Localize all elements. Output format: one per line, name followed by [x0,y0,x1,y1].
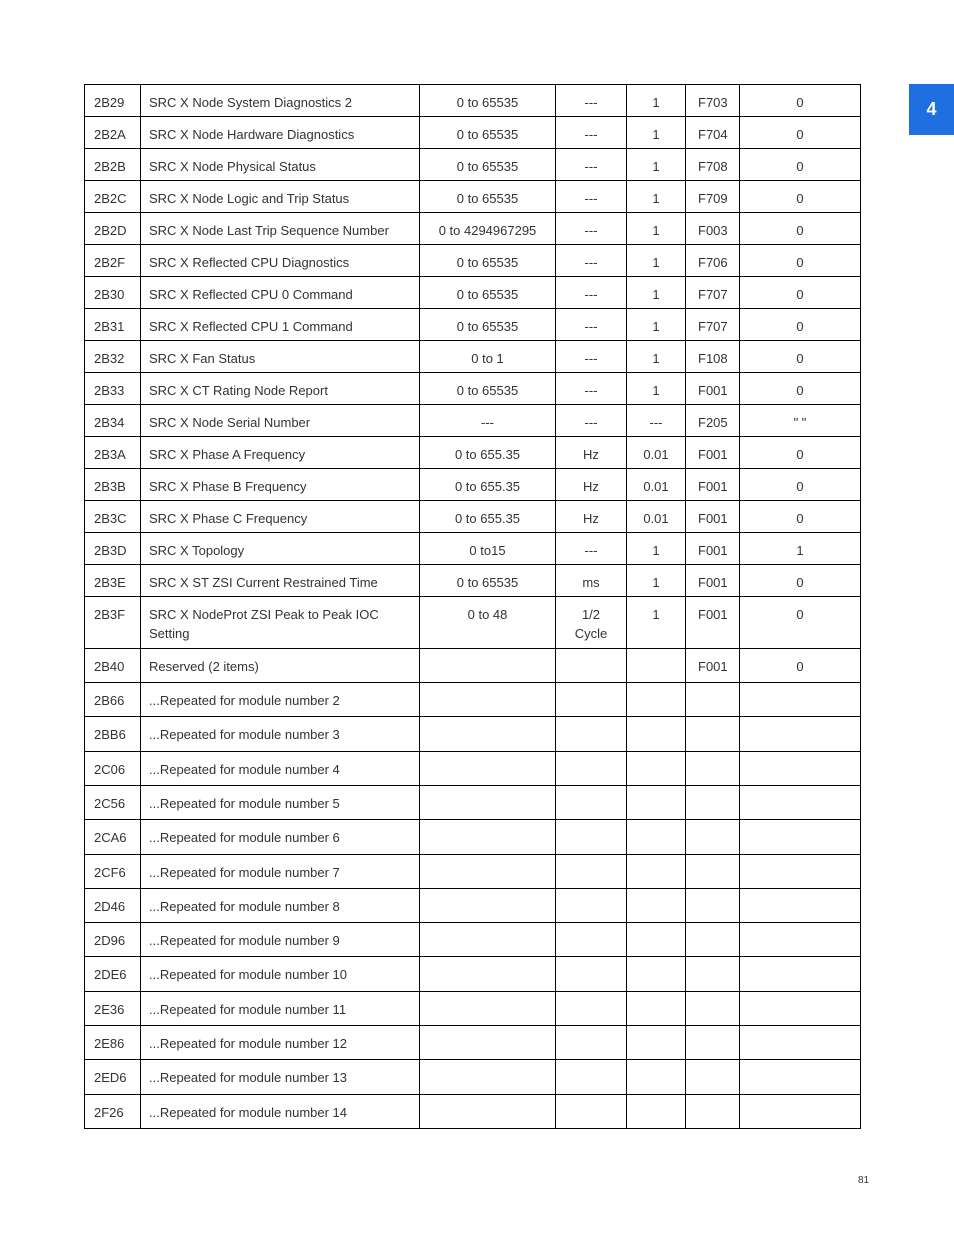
cell-address: 2F26 [85,1095,141,1129]
cell-step [627,1095,686,1129]
cell-units: --- [556,309,627,341]
table-row [85,717,861,752]
table-row [85,117,861,149]
cell-units: --- [556,213,627,245]
cell-default [740,683,861,717]
table-row [85,373,861,405]
cell-address: 2B2B [85,149,141,181]
cell-format: F704 [686,117,740,149]
cell-format: F001 [686,565,740,597]
cell-format [686,1026,740,1060]
cell-address: 2B34 [85,405,141,437]
table-row [85,85,861,117]
cell-default: 0 [740,181,861,213]
cell-format [686,992,740,1026]
cell-step [627,923,686,957]
cell-step: 1 [627,85,686,117]
cell-step [627,889,686,923]
cell-units: --- [556,117,627,149]
cell-range: 0 to 48 [420,597,556,649]
cell-address: 2B33 [85,373,141,405]
cell-address: 2B2A [85,117,141,149]
cell-step: 1 [627,213,686,245]
cell-parameter: SRC X Phase C Frequency [141,501,420,533]
cell-units: --- [556,405,627,437]
table-row [85,213,861,245]
cell-address: 2D96 [85,923,141,957]
cell-address: 2B2D [85,213,141,245]
cell-range: 0 to 65535 [420,181,556,213]
cell-parameter: ...Repeated for module number 4 [141,752,420,786]
cell-step [627,752,686,786]
cell-format: F706 [686,245,740,277]
cell-step: 1 [627,341,686,373]
cell-units [556,992,627,1026]
cell-range [420,1060,556,1095]
cell-units: Hz [556,469,627,501]
cell-format: F108 [686,341,740,373]
cell-range [420,1095,556,1129]
cell-format [686,1095,740,1129]
cell-default: 0 [740,117,861,149]
cell-units [556,649,627,683]
cell-format [686,889,740,923]
cell-default [740,1060,861,1095]
table-row [85,469,861,501]
table-row [85,533,861,565]
cell-step [627,957,686,992]
cell-units [556,1026,627,1060]
cell-format [686,957,740,992]
table-row [85,923,861,957]
page-number: 81 [858,1175,870,1186]
cell-parameter: SRC X Reflected CPU Diagnostics [141,245,420,277]
cell-format: F001 [686,469,740,501]
cell-step [627,1026,686,1060]
cell-default: 1 [740,533,861,565]
cell-parameter: SRC X CT Rating Node Report [141,373,420,405]
cell-parameter: ...Repeated for module number 7 [141,855,420,889]
cell-range: 0 to 655.35 [420,501,556,533]
cell-default: " " [740,405,861,437]
cell-parameter: SRC X Topology [141,533,420,565]
cell-default: 0 [740,469,861,501]
table-row [85,1095,861,1129]
cell-range: 0 to 65535 [420,373,556,405]
cell-units [556,957,627,992]
cell-format [686,786,740,820]
cell-range: 0 to 655.35 [420,469,556,501]
cell-address: 2B32 [85,341,141,373]
cell-step: 1 [627,373,686,405]
cell-step: 1 [627,309,686,341]
cell-range: 0 to 65535 [420,149,556,181]
register-table-body [85,85,861,1129]
cell-units [556,717,627,752]
cell-parameter: SRC X Phase A Frequency [141,437,420,469]
cell-format [686,1060,740,1095]
cell-default: 0 [740,213,861,245]
register-table [84,84,861,1129]
cell-units: --- [556,277,627,309]
cell-default: 0 [740,437,861,469]
cell-step: 1 [627,181,686,213]
cell-range: 0 to 1 [420,341,556,373]
cell-format: F003 [686,213,740,245]
cell-step [627,683,686,717]
cell-units: Hz [556,437,627,469]
cell-parameter: ...Repeated for module number 6 [141,820,420,855]
cell-step [627,855,686,889]
cell-range [420,649,556,683]
table-row [85,437,861,469]
cell-default: 0 [740,649,861,683]
cell-format [686,683,740,717]
cell-units [556,1060,627,1095]
cell-parameter: ...Repeated for module number 13 [141,1060,420,1095]
cell-default [740,855,861,889]
cell-range: 0 to 65535 [420,245,556,277]
cell-address: 2B3A [85,437,141,469]
cell-units: 1/2 Cycle [556,597,627,649]
cell-parameter: SRC X Node Physical Status [141,149,420,181]
cell-range [420,855,556,889]
cell-range [420,1026,556,1060]
cell-address: 2B2F [85,245,141,277]
cell-step: 1 [627,117,686,149]
cell-default [740,1095,861,1129]
table-row [85,889,861,923]
cell-parameter: ...Repeated for module number 2 [141,683,420,717]
cell-step [627,649,686,683]
cell-parameter: ...Repeated for module number 3 [141,717,420,752]
cell-address: 2B66 [85,683,141,717]
cell-parameter: ...Repeated for module number 9 [141,923,420,957]
cell-units: Hz [556,501,627,533]
cell-default [740,820,861,855]
cell-parameter: ...Repeated for module number 5 [141,786,420,820]
cell-range [420,820,556,855]
table-row [85,181,861,213]
cell-range: 0 to 65535 [420,309,556,341]
cell-format: F001 [686,437,740,469]
table-row [85,786,861,820]
cell-units [556,889,627,923]
cell-step [627,992,686,1026]
cell-step [627,820,686,855]
cell-parameter: SRC X Node System Diagnostics 2 [141,85,420,117]
cell-format: F205 [686,405,740,437]
cell-address: 2B31 [85,309,141,341]
cell-format: F708 [686,149,740,181]
cell-default: 0 [740,341,861,373]
cell-units: ms [556,565,627,597]
cell-default [740,752,861,786]
cell-units [556,855,627,889]
cell-range: 0 to15 [420,533,556,565]
cell-parameter: SRC X Node Hardware Diagnostics [141,117,420,149]
cell-parameter: ...Repeated for module number 12 [141,1026,420,1060]
cell-step: --- [627,405,686,437]
table-row [85,649,861,683]
table-row [85,597,861,649]
cell-step: 1 [627,245,686,277]
cell-parameter: SRC X Node Serial Number [141,405,420,437]
cell-default [740,957,861,992]
cell-address: 2B3C [85,501,141,533]
cell-format: F001 [686,533,740,565]
cell-units: --- [556,181,627,213]
table-row [85,820,861,855]
cell-default: 0 [740,565,861,597]
cell-range: 0 to 65535 [420,85,556,117]
cell-range: 0 to 65535 [420,277,556,309]
cell-format: F001 [686,597,740,649]
table-row [85,1060,861,1095]
cell-address: 2B29 [85,85,141,117]
cell-address: 2B30 [85,277,141,309]
cell-address: 2DE6 [85,957,141,992]
table-row [85,565,861,597]
cell-default: 0 [740,309,861,341]
cell-default: 0 [740,85,861,117]
cell-units [556,752,627,786]
table-row [85,1026,861,1060]
cell-units [556,683,627,717]
cell-units [556,1095,627,1129]
cell-range [420,923,556,957]
cell-parameter: ...Repeated for module number 10 [141,957,420,992]
cell-parameter: ...Repeated for module number 11 [141,992,420,1026]
table-row [85,245,861,277]
cell-units: --- [556,245,627,277]
cell-parameter: SRC X Phase B Frequency [141,469,420,501]
cell-step: 1 [627,149,686,181]
cell-address: 2C56 [85,786,141,820]
cell-address: 2E86 [85,1026,141,1060]
cell-format: F709 [686,181,740,213]
cell-parameter: SRC X Node Last Trip Sequence Number [141,213,420,245]
cell-default: 0 [740,597,861,649]
cell-default: 0 [740,149,861,181]
cell-step: 1 [627,597,686,649]
cell-step [627,717,686,752]
cell-format: F707 [686,309,740,341]
cell-step: 0.01 [627,501,686,533]
cell-address: 2B3B [85,469,141,501]
table-row [85,277,861,309]
cell-address: 2B3D [85,533,141,565]
cell-address: 2E36 [85,992,141,1026]
cell-range [420,992,556,1026]
cell-parameter: SRC X NodeProt ZSI Peak to Peak IOC Setting [141,597,420,649]
cell-default [740,717,861,752]
cell-step: 0.01 [627,469,686,501]
cell-units: --- [556,341,627,373]
cell-range [420,717,556,752]
cell-parameter: ...Repeated for module number 8 [141,889,420,923]
cell-range: 0 to 65535 [420,117,556,149]
cell-format: F001 [686,649,740,683]
cell-format [686,717,740,752]
cell-step: 1 [627,565,686,597]
cell-parameter: Reserved (2 items) [141,649,420,683]
cell-range [420,957,556,992]
cell-format: F707 [686,277,740,309]
cell-parameter: SRC X Node Logic and Trip Status [141,181,420,213]
cell-default: 0 [740,501,861,533]
cell-parameter: SRC X Reflected CPU 0 Command [141,277,420,309]
cell-format [686,923,740,957]
cell-format: F001 [686,501,740,533]
cell-range [420,889,556,923]
cell-units: --- [556,373,627,405]
cell-address: 2CF6 [85,855,141,889]
cell-address: 2B3F [85,597,141,649]
table-row [85,341,861,373]
cell-parameter: ...Repeated for module number 14 [141,1095,420,1129]
table-row [85,752,861,786]
cell-format [686,820,740,855]
cell-units: --- [556,85,627,117]
table-row [85,683,861,717]
cell-address: 2D46 [85,889,141,923]
cell-range [420,752,556,786]
cell-default: 0 [740,245,861,277]
cell-step: 1 [627,533,686,565]
cell-range: 0 to 65535 [420,565,556,597]
cell-default: 0 [740,277,861,309]
cell-units [556,820,627,855]
cell-default [740,1026,861,1060]
table-row [85,405,861,437]
cell-address: 2BB6 [85,717,141,752]
cell-range [420,683,556,717]
cell-address: 2C06 [85,752,141,786]
table-row [85,149,861,181]
cell-step: 0.01 [627,437,686,469]
cell-default: 0 [740,373,861,405]
cell-format [686,855,740,889]
cell-units: --- [556,149,627,181]
chapter-number: 4 [926,99,937,119]
cell-default [740,786,861,820]
cell-parameter: SRC X ST ZSI Current Restrained Time [141,565,420,597]
cell-step: 1 [627,277,686,309]
chapter-tab [909,84,954,135]
table-row [85,992,861,1026]
cell-address: 2ED6 [85,1060,141,1095]
table-row [85,501,861,533]
cell-default [740,992,861,1026]
cell-format: F703 [686,85,740,117]
cell-address: 2B3E [85,565,141,597]
cell-range: --- [420,405,556,437]
table-row [85,957,861,992]
table-row [85,309,861,341]
cell-parameter: SRC X Reflected CPU 1 Command [141,309,420,341]
cell-address: 2CA6 [85,820,141,855]
table-row [85,855,861,889]
cell-range [420,786,556,820]
cell-default [740,923,861,957]
cell-units [556,923,627,957]
cell-parameter: SRC X Fan Status [141,341,420,373]
cell-step [627,786,686,820]
cell-range: 0 to 4294967295 [420,213,556,245]
cell-range: 0 to 655.35 [420,437,556,469]
cell-step [627,1060,686,1095]
cell-default [740,889,861,923]
cell-address: 2B2C [85,181,141,213]
cell-units: --- [556,533,627,565]
cell-format [686,752,740,786]
cell-format: F001 [686,373,740,405]
cell-units [556,786,627,820]
cell-address: 2B40 [85,649,141,683]
